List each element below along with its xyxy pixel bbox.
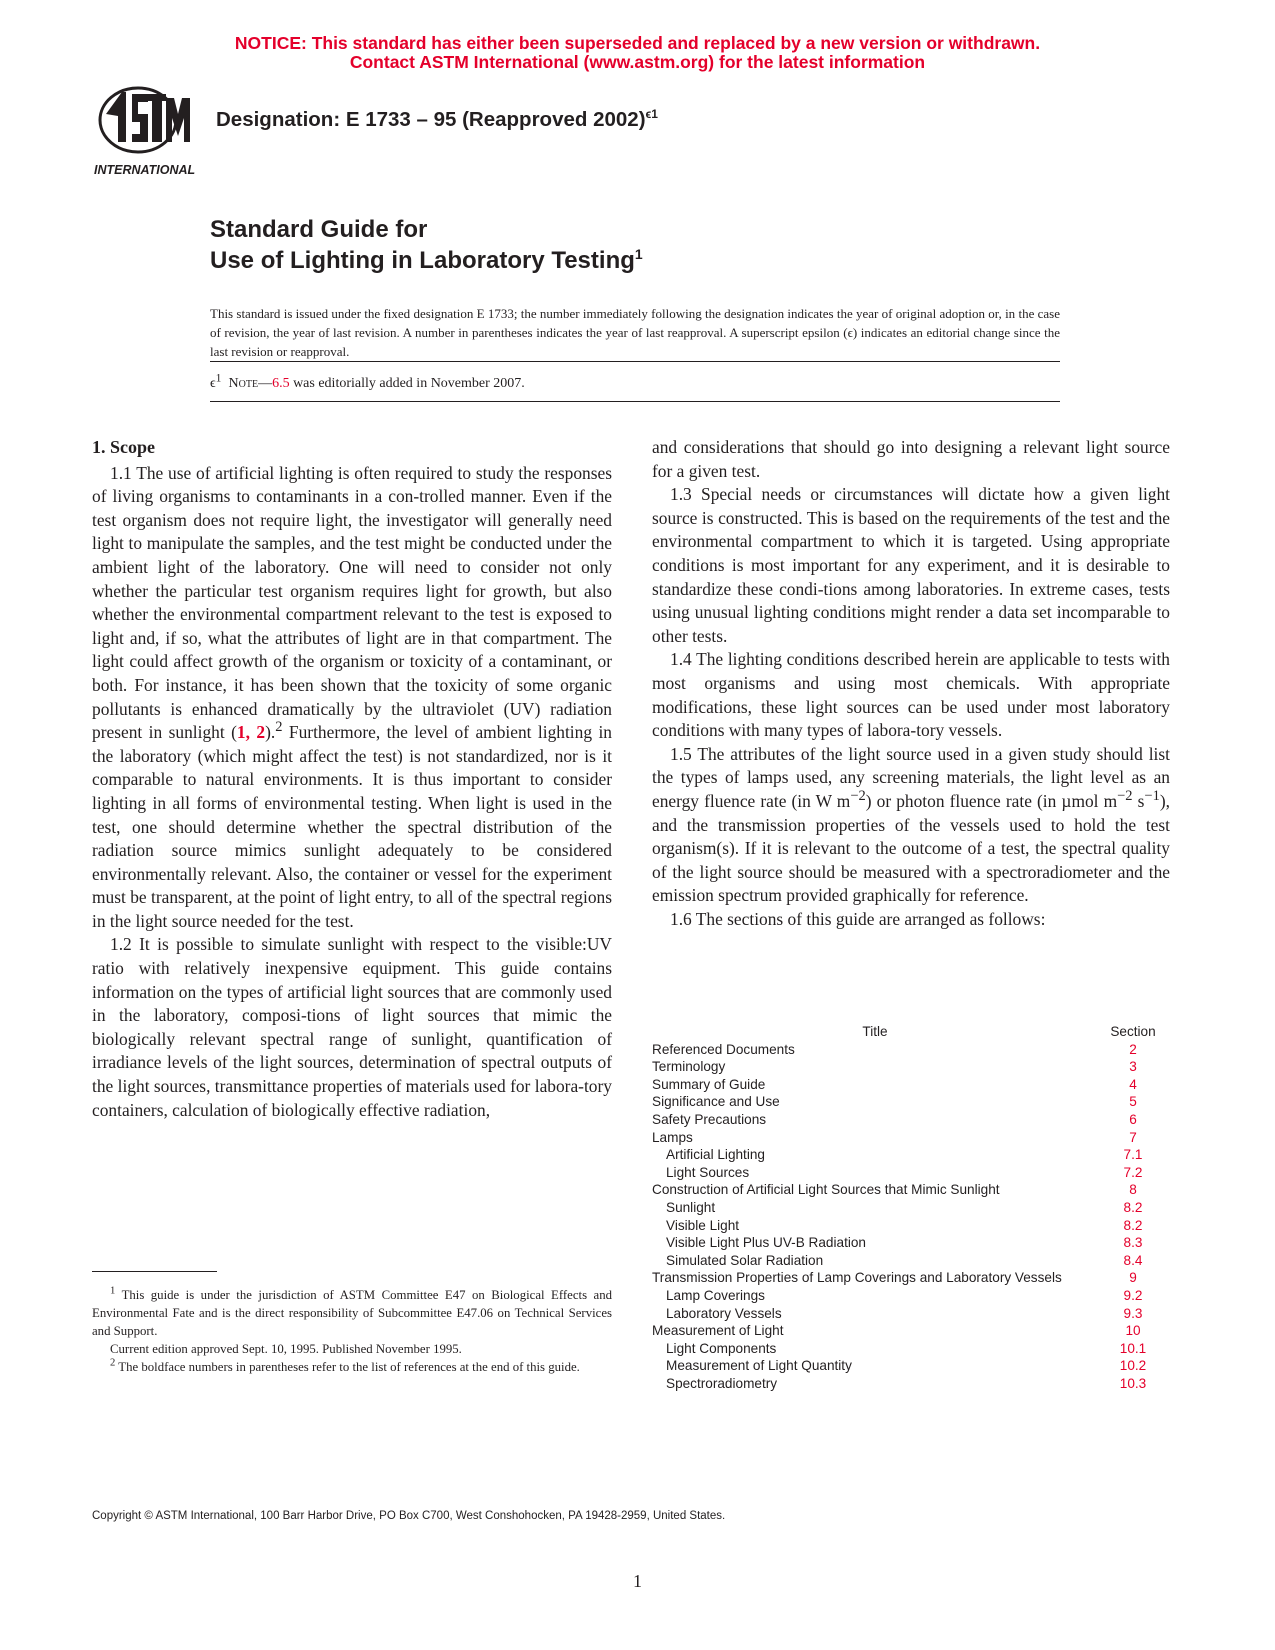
row-section-link[interactable]: 2 <box>1129 1041 1137 1057</box>
note-dash: — <box>258 376 273 391</box>
footnote-1 <box>92 1286 612 1340</box>
header-title: Title <box>862 1024 888 1039</box>
row-section-link[interactable]: 8.2 <box>1123 1199 1143 1215</box>
row-section-link[interactable]: 9 <box>1129 1270 1137 1286</box>
table-row <box>652 1058 1168 1076</box>
table-row <box>652 1041 1168 1059</box>
p5-text-d: ), and the transmission properties of the vessels used to hold the test organism(s). If it is relevant to the outcome of a test, the spectral quality of the light source should be measured with a spectroradiometer and the emission spectrum provided graphically for reference. <box>652 790 1170 906</box>
astm-logo-icon <box>92 84 204 184</box>
divider-bottom <box>210 401 1060 402</box>
footnote-1-text: This guide is under the jurisdiction of ASTM Committee E47 on Biological Effects and Environmental Fate and is the direct responsibility of Subcommittee E47.06 on Technical Services and Support. <box>92 1288 612 1338</box>
row-section-link[interactable]: 9.3 <box>1123 1305 1143 1321</box>
reference-separator: , <box>245 722 257 743</box>
row-title: Measurement of Light <box>652 1323 784 1339</box>
row-title: Light Sources <box>666 1164 750 1180</box>
epsilon-note <box>210 371 525 392</box>
row-title: Construction of Artificial Light Sources that Mimic Sunlight <box>652 1182 1000 1198</box>
reference-link-2[interactable]: 2 <box>256 722 266 743</box>
p5-sup-2: −2 <box>1117 788 1133 805</box>
row-title: Visible Light <box>666 1217 740 1233</box>
row-section-link[interactable]: 5 <box>1129 1094 1137 1110</box>
table-row <box>652 1252 1168 1270</box>
row-section-link[interactable]: 10 <box>1125 1323 1141 1339</box>
table-row <box>652 1164 1168 1182</box>
row-title: Transmission Properties of Lamp Coverings and Laboratory Vessels <box>652 1270 1062 1286</box>
table-header <box>652 1023 1168 1041</box>
footnote-rule <box>92 1271 217 1272</box>
table-row <box>652 1234 1168 1252</box>
row-title: Spectroradiometry <box>666 1375 778 1391</box>
row-title: Simulated Solar Radiation <box>666 1252 824 1268</box>
row-section-link[interactable]: 8.2 <box>1123 1217 1143 1233</box>
notice-line-1: NOTICE: This standard has either been superseded and replaced by a new version or withdrawn. <box>234 33 1041 53</box>
note-section-link[interactable]: 6.5 <box>272 376 290 391</box>
row-title: Artificial Lighting <box>666 1147 765 1163</box>
row-section-link[interactable]: 8.3 <box>1123 1235 1143 1251</box>
left-column <box>92 436 612 1122</box>
row-section-link[interactable]: 8.4 <box>1123 1252 1143 1268</box>
note-label: Note <box>228 376 259 391</box>
row-title: Lamps <box>652 1129 693 1145</box>
table-row <box>652 1375 1168 1393</box>
row-title: Significance and Use <box>652 1094 780 1110</box>
sections-table <box>652 1023 1168 1392</box>
row-section-link[interactable]: 7.2 <box>1123 1164 1143 1180</box>
row-title: Safety Precautions <box>652 1111 767 1127</box>
right-column <box>652 436 1170 931</box>
row-title: Laboratory Vessels <box>666 1305 782 1321</box>
row-title: Summary of Guide <box>652 1076 766 1092</box>
row-title: Light Components <box>666 1340 777 1356</box>
designation-text: Designation: E 1733 – 95 (Reapproved 2002) <box>216 108 646 131</box>
row-section-link[interactable]: 10.1 <box>1119 1340 1147 1356</box>
paragraph-1-2-continued: and considerations that should go into designing a relevant light source for a given test. <box>652 437 1170 481</box>
paragraph-1-3: 1.3 Special needs or circumstances will dictate how a given light source is constructed. This is based on the requirements of the test and the environmental compartment to which it is targeted. Using appropriate conditions is most important for any experiment, and it is desirable to standardize these condi-tions among laboratories. In extreme cases, tests using unusual lighting conditions might render a data set incomparable to other tests. <box>652 484 1170 646</box>
row-title: Measurement of Light Quantity <box>666 1358 852 1374</box>
notice-line-2: Contact ASTM International (www.astm.org) for the latest information <box>349 52 926 72</box>
logo-text: INTERNATIONAL <box>94 163 196 177</box>
row-section-link[interactable]: 3 <box>1129 1059 1137 1075</box>
footnote-2-mark: 2 <box>110 1357 116 1369</box>
table-row <box>652 1129 1168 1147</box>
p1-text-a: 1.1 The use of artificial lighting is often required to study the responses of living organisms to contaminants in a con-trolled manner. Even if the test organism does not require light, the investigator will generally need light to manipulate the samples, and the test might be conducted under the ambient light of the laboratory. One will need to consider not only whether the particular test organism requires light for growth, but also whether the environmental compartment relevant to the test is exposed to light and, if so, what the attributes of light are in that compartment. The light could affect growth of the organism or toxicity of a contaminant, or both. For instance, it has been shown that the toxicity of some organic pollutants is enhanced dramatically by the ultraviolet (UV) radiation present in sunlight ( <box>92 462 612 743</box>
row-title: Terminology <box>652 1059 726 1075</box>
page-number: 1 <box>633 1571 642 1591</box>
withdrawal-notice <box>0 34 1275 72</box>
row-section-link[interactable]: 4 <box>1129 1076 1137 1092</box>
table-row <box>652 1217 1168 1235</box>
p1-close: ). <box>265 722 276 743</box>
table-row <box>652 1093 1168 1111</box>
astm-logo <box>92 84 204 184</box>
table-row <box>652 1269 1168 1287</box>
footnote-1-mark: 1 <box>110 1285 116 1297</box>
title-line-2 <box>210 245 643 276</box>
issued-note: This standard is issued under the fixed designation E 1733; the number immediately following the designation indicates the year of original adoption or, in the case of revision, the year of last revision. A number in parentheses indicates the year of last reapproval. A superscript epsilon (ϵ) indicates an editorial change since the last revision or reapproval. <box>210 306 1060 359</box>
row-title: Sunlight <box>666 1199 716 1215</box>
paragraph-1-1 <box>92 462 612 934</box>
scope-heading: 1. Scope <box>92 437 155 457</box>
table-row <box>652 1340 1168 1358</box>
table-row <box>652 1357 1168 1375</box>
document-title <box>210 214 643 276</box>
p1-text-b: Furthermore, the level of ambient lighting in the laboratory (which might affect the test) is not standardized, nor is it comparable to natural environments. It is thus important to consider lighting in all forms of environmental testing. When light is used in the test, one should determine whether the spectral distribution of the radiation source mimics sunlight adequately to be considered environmentally relevant. Also, the container or vessel for the experiment must be transparent, at the point of light entry, to all of the spectral regions in the light source needed for the test. <box>92 722 612 931</box>
header-section: Section <box>1110 1024 1156 1039</box>
table-row <box>652 1305 1168 1323</box>
divider-top <box>210 361 1060 362</box>
footnote-2 <box>92 1358 612 1376</box>
row-section-link[interactable]: 10.2 <box>1119 1358 1147 1374</box>
row-section-link[interactable]: 9.2 <box>1123 1287 1143 1303</box>
p5-sup-1: −2 <box>850 788 866 805</box>
paragraph-1-4: 1.4 The lighting conditions described herein are applicable to tests with most organisms and using most chemicals. With appropriate modifications, these light sources can be used under most laboratory conditions with many types of labora-tory vessels. <box>652 649 1170 741</box>
row-section-link[interactable]: 7 <box>1129 1129 1137 1145</box>
table-row <box>652 1287 1168 1305</box>
paragraph-1-2: 1.2 It is possible to simulate sunlight with respect to the visible:UV ratio with relatively inexpensive equipment. This guide contains information on the types of artificial light sources that are commonly used in the laboratory, composi-tions of light sources that mimic the biologically relevant spectral range of sunlight, quantification of irradiance levels of the light sources, determination of spectral outputs of the light sources, transmittance properties of materials used for labora-tory containers, calculation of biologically effective radiation, <box>92 934 612 1120</box>
row-title: Visible Light Plus UV-B Radiation <box>666 1235 866 1251</box>
epsilon-mark: ϵ <box>210 376 216 391</box>
p5-text-b: ) or photon fluence rate (in µmol m <box>865 790 1118 811</box>
table-body <box>652 1041 1168 1393</box>
footnotes <box>92 1286 612 1376</box>
copyright: Copyright © ASTM International, 100 Barr Harbor Drive, PO Box C700, West Conshohocken, PA 19428-2959, United States. <box>92 1510 726 1522</box>
title-line-2-text: Use of Lighting in Laboratory Testing <box>210 247 635 274</box>
table-row <box>652 1181 1168 1199</box>
row-title: Referenced Documents <box>652 1041 795 1057</box>
row-section-link[interactable]: 10.3 <box>1119 1375 1147 1391</box>
row-section-link[interactable]: 7.1 <box>1123 1147 1143 1163</box>
footnote-mark-2: 2 <box>275 719 283 736</box>
row-section-link[interactable]: 8 <box>1129 1182 1137 1198</box>
table-row <box>652 1146 1168 1164</box>
title-line-1: Standard Guide for <box>210 216 428 243</box>
epsilon-mark-sup: 1 <box>215 371 222 385</box>
note-text: was editorially added in November 2007. <box>289 376 525 391</box>
table-row <box>652 1199 1168 1217</box>
p5-sup-3: −1 <box>1144 788 1160 805</box>
table-row <box>652 1111 1168 1129</box>
designation-epsilon: ϵ1 <box>645 107 658 122</box>
row-section-link[interactable]: 6 <box>1129 1111 1137 1127</box>
footnote-2-text: The boldface numbers in parentheses refer to the list of references at the end of this guide. <box>115 1360 580 1374</box>
p5-text-a: 1.5 The attributes of the light source used in a given study should list the types of lamps used, any screening materials, the light level as an energy fluence rate (in W m <box>652 743 1170 811</box>
reference-link-1[interactable]: 1 <box>236 722 246 743</box>
p5-text-c: s <box>1132 790 1145 811</box>
table-row <box>652 1076 1168 1094</box>
footnote-1-edition: Current edition approved Sept. 10, 1995. Published November 1995. <box>110 1342 462 1356</box>
title-footnote-mark: 1 <box>634 246 643 262</box>
paragraph-1-5 <box>652 743 1170 908</box>
table-row <box>652 1322 1168 1340</box>
paragraph-1-6: 1.6 The sections of this guide are arranged as follows: <box>670 908 1046 929</box>
designation <box>216 108 658 132</box>
row-title: Lamp Coverings <box>666 1287 765 1303</box>
